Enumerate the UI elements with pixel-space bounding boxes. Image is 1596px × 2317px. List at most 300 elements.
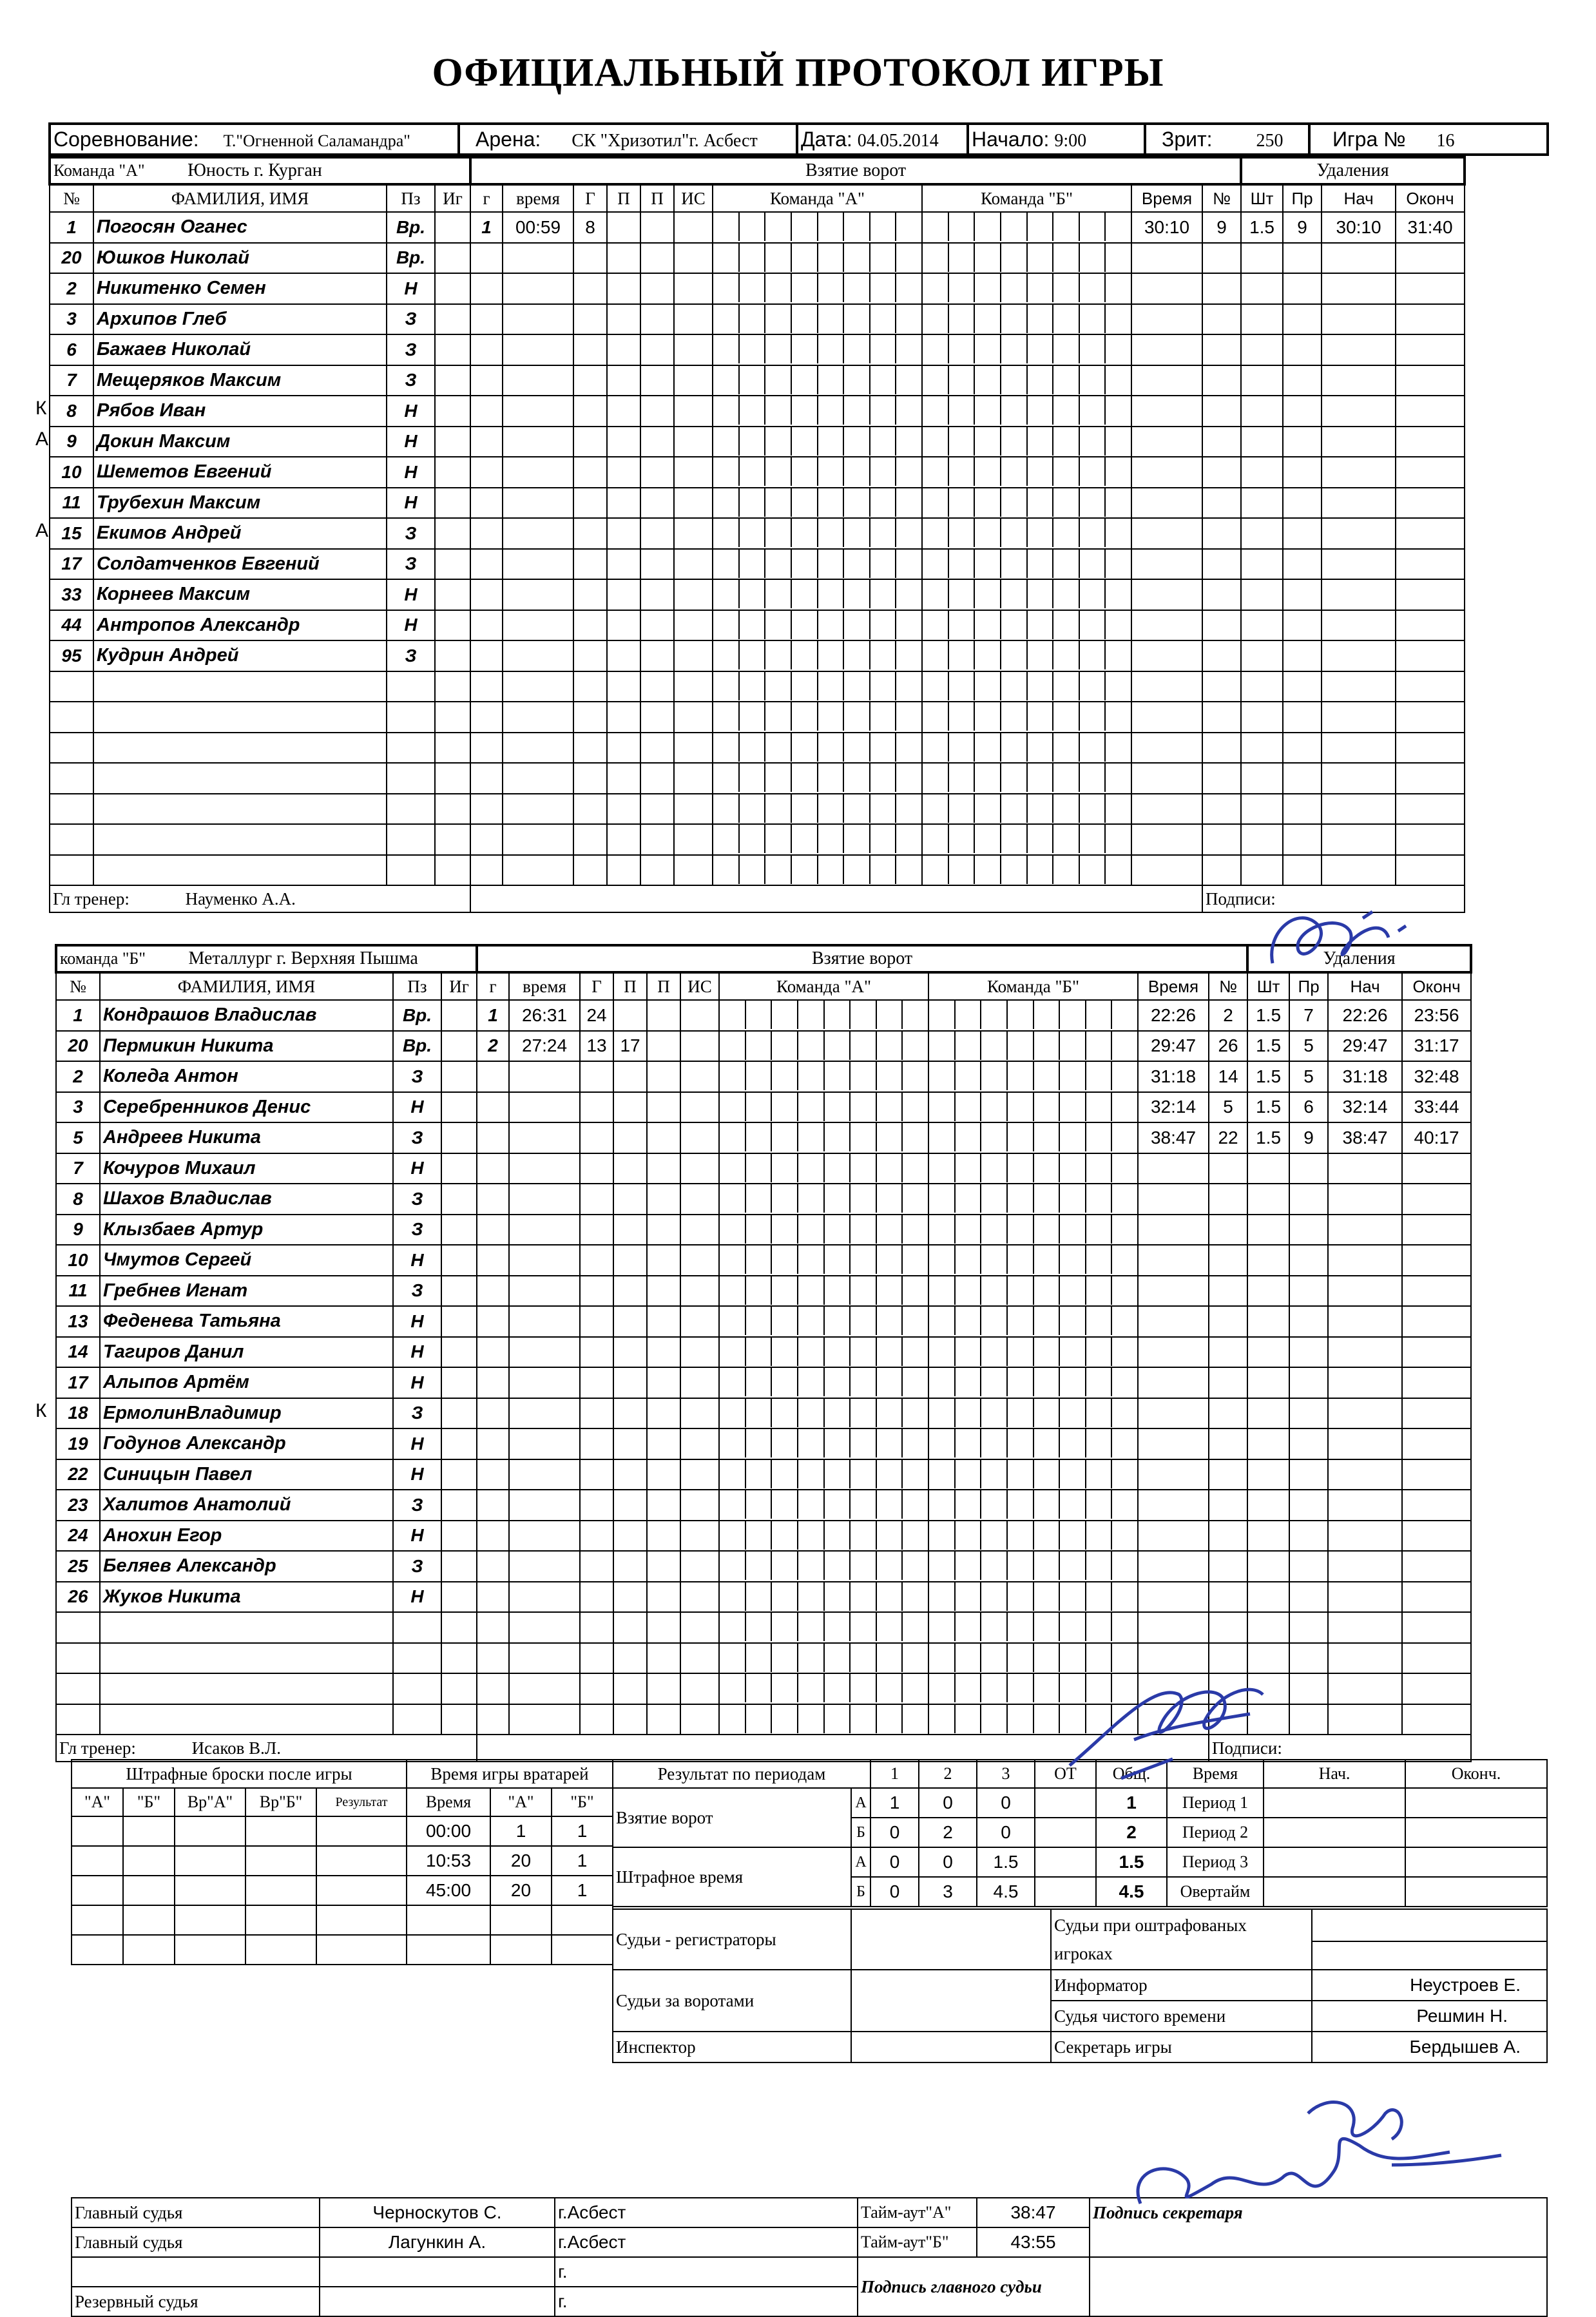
team-b-goal-period: 1: [477, 1000, 509, 1031]
team-b-row: [56, 1031, 1471, 1062]
goalkeeper-table: [406, 1759, 613, 1965]
team-a-player-pz: Н: [387, 457, 435, 488]
team-b-player-pz: З: [393, 1551, 441, 1582]
team-b-pen-end: 31:17: [1402, 1031, 1471, 1062]
team-a-player-name: Юшков Николай: [93, 243, 387, 274]
team-b-player-name: Беляев Александр: [100, 1551, 393, 1582]
team-b-row: [56, 1306, 1471, 1337]
start-value: 9:00: [1054, 130, 1087, 151]
team-a-player-pz: З: [387, 304, 435, 335]
team-b-player-name: Годунов Александр: [100, 1428, 393, 1459]
team-b-player-no: 22: [56, 1459, 100, 1490]
team-b-player-pz: Н: [393, 1245, 441, 1276]
team-a-coach-label: Гл тренер:: [53, 889, 130, 909]
gk-a: 20: [490, 1876, 552, 1905]
team-a-row: [50, 518, 1465, 549]
team-b-player-pz: З: [393, 1490, 441, 1521]
team-a-player-no: 33: [50, 579, 93, 610]
shootout-col: "Б": [123, 1788, 175, 1816]
team-b-player-name: Халитов Анатолий: [100, 1490, 393, 1521]
team-b-pen-no: 2: [1209, 1000, 1247, 1031]
team-a-player-no: 20: [50, 243, 93, 274]
team-b-pen-head-start: Нач: [1328, 972, 1402, 1000]
team-b-goals-title: Взятие ворот: [477, 945, 1247, 972]
reg-judges-label: Судьи - регистраторы: [613, 1909, 851, 1970]
team-a-player-pz: Н: [387, 488, 435, 519]
team-b-pen-pen: 1.5: [1247, 1061, 1289, 1092]
team-b-goal-a1: 17: [613, 1031, 647, 1062]
clock-value: Решмин Н.: [1312, 2001, 1547, 2032]
reserve-judge-city: г.: [555, 2287, 858, 2316]
main-judge1-city: г.Асбест: [555, 2198, 858, 2227]
team-b-player-pz: З: [393, 1398, 441, 1429]
clock-label: Судья чистого времени: [1051, 2001, 1312, 2032]
team-b-player-pz: Вр.: [393, 1031, 441, 1062]
team-b-pen-no: 5: [1209, 1092, 1247, 1123]
team-a-player-name: Никитенко Семен: [93, 273, 387, 304]
team-a-pen-end: 31:40: [1396, 212, 1465, 243]
time-title: Время: [1167, 1760, 1264, 1788]
team-b-row: [56, 1337, 1471, 1368]
page-title: ОФИЦИАЛЬНЫЙ ПРОТОКОЛ ИГРЫ: [432, 51, 1164, 95]
team-b-marker: К: [35, 1399, 47, 1421]
team-b-penalties-title: Удаления: [1247, 945, 1471, 972]
team-b-player-no: 2: [56, 1061, 100, 1092]
period-value: 3: [919, 1877, 977, 1907]
period-value: 0: [870, 1818, 919, 1847]
team-b-coach-label: Гл тренер:: [59, 1738, 136, 1758]
team-b-player-pz: Н: [393, 1582, 441, 1613]
team-a-head-assist1: П: [607, 184, 640, 212]
team-b-player-name: Тагиров Данил: [100, 1337, 393, 1368]
team-a-player-pz: З: [387, 549, 435, 580]
timeout-b-label: Тайм-аут"Б": [858, 2227, 977, 2257]
team-b-player-pz: З: [393, 1215, 441, 1245]
team-a-head-pz: Пз: [387, 184, 435, 212]
timeout-a-label: Тайм-аут"А": [858, 2198, 977, 2227]
team-a-row: [50, 763, 1465, 794]
team-b-player-no: 23: [56, 1490, 100, 1521]
team-b-player-name: Синицын Павел: [100, 1459, 393, 1490]
period-value: [1035, 1818, 1096, 1847]
period-value: [1035, 1877, 1096, 1907]
team-a-goals-title: Взятие ворот: [470, 157, 1241, 184]
team-b-row: [56, 1000, 1471, 1031]
team-a-player-no: 10: [50, 457, 93, 488]
team-b-row: [56, 1061, 1471, 1092]
team-a-player-no: 6: [50, 334, 93, 365]
team-a-player-name: Кудрин Андрей: [93, 640, 387, 671]
gk-col: Время: [407, 1788, 490, 1816]
team-b-player-no: 13: [56, 1306, 100, 1337]
game-value: 16: [1436, 130, 1455, 151]
team-b-player-name: ЕрмолинВладимир: [100, 1398, 393, 1429]
team-a-head-period: г: [470, 184, 503, 212]
team-b-player-no: 9: [56, 1215, 100, 1245]
team-a-row: [50, 396, 1465, 427]
team-b-label: команда "Б": [60, 949, 146, 968]
team-b-pen-head-no: №: [1209, 972, 1247, 1000]
team-b-goal-a2: [647, 1000, 680, 1031]
team-a-head-goal: Г: [573, 184, 607, 212]
team-a-pen-start: 30:10: [1322, 212, 1396, 243]
team-a-row: [50, 273, 1465, 304]
team-b-pen-start: 29:47: [1328, 1031, 1402, 1062]
team-a-player-name: Антропов Александр: [93, 610, 387, 641]
team-a-penalties-title: Удаления: [1241, 157, 1465, 184]
team-b-head-time: время: [509, 972, 580, 1000]
team-b-goal-time: 26:31: [509, 1000, 580, 1031]
game-header: [48, 122, 1549, 156]
penalty-box-label: Судьи при оштрафованых игроках: [1051, 1909, 1312, 1970]
team-a-player-no: 17: [50, 549, 93, 580]
period-col: ОТ: [1035, 1760, 1096, 1788]
team-a-player-no: 15: [50, 518, 93, 549]
team-b-row: [56, 1490, 1471, 1521]
team-a-row: [50, 212, 1465, 243]
team-a-pen-pen: 1.5: [1241, 212, 1283, 243]
period-value: 2: [919, 1818, 977, 1847]
team-b-head-assist1: П: [613, 972, 647, 1000]
team-b-pen-end: 33:44: [1402, 1092, 1471, 1123]
period-value: 0: [977, 1788, 1035, 1818]
team-a-goal-a2: [640, 212, 674, 243]
team-b-player-name: Андреев Никита: [100, 1122, 393, 1153]
time-start-head: Нач.: [1264, 1760, 1405, 1788]
team-b-goal-is: [680, 1031, 719, 1062]
team-a-row: [50, 855, 1465, 886]
team-b-player-no: 26: [56, 1582, 100, 1613]
gk-a: 1: [490, 1816, 552, 1846]
team-b-player-pz: З: [393, 1061, 441, 1092]
shootout-col: "А": [72, 1788, 123, 1816]
team-b-player-name: Кочуров Михаил: [100, 1153, 393, 1184]
main-judge2-label: Главный судья: [72, 2227, 320, 2257]
period-value: [1035, 1847, 1096, 1877]
team-b-goal-goal: 13: [580, 1031, 613, 1062]
team-b-row: [56, 1367, 1471, 1398]
secretary-sign-label: Подпись секретаря: [1090, 2198, 1547, 2227]
team-b-row: [56, 1521, 1471, 1552]
team-a-pen-head-pen: Шт: [1241, 184, 1283, 212]
team-b-head-team-b: Команда "Б": [928, 972, 1138, 1000]
team-b-pen-time: 31:18: [1138, 1061, 1209, 1092]
team-b-row: [56, 1184, 1471, 1215]
period-value: 0: [870, 1877, 919, 1907]
period-team-letter: Б: [851, 1877, 870, 1907]
gk-time: 00:00: [407, 1816, 490, 1846]
team-a-marker: А: [35, 520, 49, 541]
team-a-row: [50, 702, 1465, 733]
team-a-player-no: 11: [50, 488, 93, 519]
team-b-player-no: 10: [56, 1245, 100, 1276]
team-b-pen-no: 22: [1209, 1122, 1247, 1153]
team-b-goal-period: 2: [477, 1031, 509, 1062]
gk-a: 20: [490, 1846, 552, 1876]
period-value: 0: [919, 1788, 977, 1818]
team-b-player-name: Жуков Никита: [100, 1582, 393, 1613]
team-a-player-pz: Вр.: [387, 212, 435, 243]
timeout-a-value: 38:47: [977, 2198, 1090, 2227]
team-b-pen-time: 32:14: [1138, 1092, 1209, 1123]
period-team-letter: А: [851, 1847, 870, 1877]
team-a-player-name: Мещеряков Максим: [93, 365, 387, 396]
period-value: 1.5: [1096, 1847, 1167, 1877]
team-a-row: [50, 304, 1465, 335]
secretary-value: Бердышев А.: [1312, 2032, 1547, 2062]
team-b-player-pz: З: [393, 1276, 441, 1307]
team-b-player-name: Гребнев Игнат: [100, 1276, 393, 1307]
team-b-player-name: Анохин Егор: [100, 1521, 393, 1552]
period-col: 1: [870, 1760, 919, 1788]
team-a-row: [50, 610, 1465, 641]
team-b-goal-time: 27:24: [509, 1031, 580, 1062]
team-a-head-assist2: П: [640, 184, 674, 212]
team-b-pen-reason: 7: [1289, 1000, 1328, 1031]
team-a-pen-head-start: Нач: [1322, 184, 1396, 212]
team-a-pen-no: 9: [1202, 212, 1241, 243]
team-b-player-pz: Н: [393, 1337, 441, 1368]
team-a-marker: А: [35, 428, 49, 450]
team-b-pen-pen: 1.5: [1247, 1122, 1289, 1153]
team-b-pen-no: 14: [1209, 1061, 1247, 1092]
time-end-head: Оконч.: [1405, 1760, 1547, 1788]
team-a-player-pz: Вр.: [387, 243, 435, 274]
team-b-row: [56, 1459, 1471, 1490]
team-a-player-name: Шеметов Евгений: [93, 457, 387, 488]
team-b-player-no: 11: [56, 1276, 100, 1307]
period-title: Результат по периодам: [613, 1760, 870, 1788]
main-judge1-name: Черноскутов С.: [320, 2198, 555, 2227]
team-a-row: [50, 671, 1465, 702]
team-a-player-name: Рябов Иван: [93, 396, 387, 427]
secretary-signature: [1115, 2088, 1514, 2216]
team-a-table: [48, 156, 1466, 913]
team-b-row: [56, 1428, 1471, 1459]
team-b-player-no: 1: [56, 1000, 100, 1031]
team-b-head-period: г: [477, 972, 509, 1000]
team-b-player-no: 18: [56, 1398, 100, 1429]
team-b-pen-pen: 1.5: [1247, 1031, 1289, 1062]
period-name: Период 3: [1167, 1847, 1264, 1877]
team-b-row: [56, 1398, 1471, 1429]
period-name: Период 2: [1167, 1818, 1264, 1847]
team-b-player-pz: Н: [393, 1367, 441, 1398]
team-b-pen-end: 40:17: [1402, 1122, 1471, 1153]
team-b-player-no: 19: [56, 1428, 100, 1459]
shootout-col: Результат: [316, 1788, 407, 1816]
team-b-player-pz: Н: [393, 1428, 441, 1459]
team-a-player-name: Екимов Андрей: [93, 518, 387, 549]
team-a-row: [50, 334, 1465, 365]
team-b-head-ig: Иг: [441, 972, 477, 1000]
team-a-player-pz: Н: [387, 610, 435, 641]
timeout-b-value: 43:55: [977, 2227, 1090, 2257]
team-b-pen-pen: 1.5: [1247, 1000, 1289, 1031]
team-b-row: [56, 1551, 1471, 1582]
shootout-table: [71, 1759, 407, 1965]
team-b-goal-a1: [613, 1000, 647, 1031]
team-b-player-pz: З: [393, 1122, 441, 1153]
team-a-player-no: 3: [50, 304, 93, 335]
team-b-player-pz: Н: [393, 1521, 441, 1552]
period-col: Общ.: [1096, 1760, 1167, 1788]
team-b-player-name: Коледа Антон: [100, 1061, 393, 1092]
team-a-row: [50, 549, 1465, 580]
gk-time: 45:00: [407, 1876, 490, 1905]
team-a-row: [50, 640, 1465, 671]
team-b-row: [56, 1276, 1471, 1307]
team-a-pen-head-end: Оконч: [1396, 184, 1465, 212]
team-a-head-is: ИС: [674, 184, 713, 212]
team-b-player-pz: Вр.: [393, 1000, 441, 1031]
team-a-row: [50, 427, 1465, 457]
team-b-pen-pen: 1.5: [1247, 1092, 1289, 1123]
team-b-signature: [1057, 1656, 1276, 1785]
team-b-goal-goal: 24: [580, 1000, 613, 1031]
team-b-pen-reason: 5: [1289, 1031, 1328, 1062]
team-b-pen-start: 32:14: [1328, 1092, 1402, 1123]
team-b-player-no: 3: [56, 1092, 100, 1123]
team-a-row: [50, 243, 1465, 274]
team-b-row: [56, 1612, 1471, 1643]
team-b-name: Металлург г. Верхняя Пышма: [188, 948, 418, 968]
informer-value: Неустроев Е.: [1312, 1970, 1547, 2001]
team-b-pen-no: 26: [1209, 1031, 1247, 1062]
goal-judges-label: Судьи за воротами: [613, 1970, 851, 2032]
team-b-pen-start: 31:18: [1328, 1061, 1402, 1092]
team-b-player-no: 17: [56, 1367, 100, 1398]
team-b-pen-end: 32:48: [1402, 1061, 1471, 1092]
team-b-player-no: 8: [56, 1184, 100, 1215]
team-a-row: [50, 488, 1465, 519]
team-b-player-no: 25: [56, 1551, 100, 1582]
team-b-player-no: 7: [56, 1153, 100, 1184]
team-a-row: [50, 794, 1465, 825]
team-b-player-pz: Н: [393, 1092, 441, 1123]
team-b-row: [56, 1582, 1471, 1613]
team-b-player-name: Серебренников Денис: [100, 1092, 393, 1123]
team-a-player-pz: Н: [387, 273, 435, 304]
team-a-player-pz: Н: [387, 396, 435, 427]
team-a-player-pz: З: [387, 518, 435, 549]
period-value: 1: [1096, 1788, 1167, 1818]
main-judge2-city: г.Асбест: [555, 2227, 858, 2257]
team-a-head-time: время: [503, 184, 573, 212]
gk-b: 1: [552, 1876, 613, 1905]
team-a-player-pz: Н: [387, 579, 435, 610]
team-a-row: [50, 579, 1465, 610]
spectators-label: Зрит:: [1162, 127, 1213, 151]
gk-b: 1: [552, 1816, 613, 1846]
period-value: 4.5: [1096, 1877, 1167, 1907]
period-name: Период 1: [1167, 1788, 1264, 1818]
team-a-player-name: Корнеев Максим: [93, 579, 387, 610]
team-b-pen-time: 29:47: [1138, 1031, 1209, 1062]
period-col: 2: [919, 1760, 977, 1788]
period-value: [1035, 1788, 1096, 1818]
team-a-goal-is: [674, 212, 713, 243]
team-b-head-is: ИС: [680, 972, 719, 1000]
team-b-player-no: 24: [56, 1521, 100, 1552]
team-b-row: [56, 1245, 1471, 1276]
team-a-player-no: 44: [50, 610, 93, 641]
team-b-player-pz: Н: [393, 1459, 441, 1490]
judge3-city: г.: [555, 2257, 858, 2287]
competition-label: Соревнование:: [53, 127, 199, 151]
period-team-letter: Б: [851, 1818, 870, 1847]
team-b-pen-head-pen: Шт: [1247, 972, 1289, 1000]
team-b-pen-time: 38:47: [1138, 1122, 1209, 1153]
team-a-player-name: Солдатченков Евгений: [93, 549, 387, 580]
team-a-player-no: 9: [50, 427, 93, 457]
team-b-player-no: 20: [56, 1031, 100, 1062]
period-team-letter: А: [851, 1788, 870, 1818]
team-a-pen-head-time: Время: [1131, 184, 1202, 212]
team-a-signatures-label: Подписи:: [1202, 885, 1465, 912]
team-a-player-pz: Н: [387, 427, 435, 457]
team-b-player-name: Кондрашов Владислав: [100, 1000, 393, 1031]
judges-table: [612, 1908, 1548, 2063]
team-b-player-pz: Н: [393, 1153, 441, 1184]
team-b-pen-reason: 9: [1289, 1122, 1328, 1153]
period-value: 2: [1096, 1818, 1167, 1847]
date-value: 04.05.2014: [857, 130, 939, 151]
team-a-player-no: 1: [50, 212, 93, 243]
team-a-pen-time: 30:10: [1131, 212, 1202, 243]
gk-b: 1: [552, 1846, 613, 1876]
shootout-col: Вр"А": [175, 1788, 245, 1816]
team-a-player-no: 95: [50, 640, 93, 671]
team-b-head-no: №: [56, 972, 100, 1000]
main-sign-label: Подпись главного судьи: [858, 2257, 1090, 2316]
team-b-head-team-a: Команда "А": [719, 972, 928, 1000]
team-a-player-no: 2: [50, 273, 93, 304]
game-label: Игра №: [1332, 127, 1406, 151]
team-b-table: [55, 944, 1472, 1762]
reserve-judge-label: Резервный судья: [72, 2287, 320, 2316]
team-b-row: [56, 1092, 1471, 1123]
team-b-pen-head-end: Оконч: [1402, 972, 1471, 1000]
team-b-pen-end: 23:56: [1402, 1000, 1471, 1031]
team-a-name: Юность г. Курган: [187, 160, 322, 180]
team-a-goal-period: 1: [470, 212, 503, 243]
period-value: 1.5: [977, 1847, 1035, 1877]
gk-col: "Б": [552, 1788, 613, 1816]
shootout-title: Штрафные броски после игры: [72, 1760, 407, 1788]
period-value: 0: [870, 1847, 919, 1877]
team-a-head-no: №: [50, 184, 93, 212]
team-b-player-name: Пермикин Никита: [100, 1031, 393, 1062]
team-b-head-name: ФАМИЛИЯ, ИМЯ: [100, 972, 393, 1000]
team-b-player-name: Феденева Татьяна: [100, 1306, 393, 1337]
team-a-coach: Науменко А.А.: [185, 889, 296, 909]
team-b-pen-time: 22:26: [1138, 1000, 1209, 1031]
team-b-row: [56, 1215, 1471, 1245]
team-b-pen-reason: 5: [1289, 1061, 1328, 1092]
team-a-head-ig: Иг: [435, 184, 470, 212]
team-a-head-team-b: Команда "Б": [922, 184, 1131, 212]
period-row-label: Взятие ворот: [613, 1788, 851, 1847]
team-b-head-pz: Пз: [393, 972, 441, 1000]
team-b-player-pz: З: [393, 1184, 441, 1215]
team-a-player-pz: З: [387, 365, 435, 396]
team-a-player-name: Архипов Глеб: [93, 304, 387, 335]
team-b-player-name: Алыпов Артём: [100, 1367, 393, 1398]
period-times-table: [1263, 1759, 1548, 1907]
period-value: 0: [977, 1818, 1035, 1847]
period-name: Овертайм: [1167, 1877, 1264, 1907]
